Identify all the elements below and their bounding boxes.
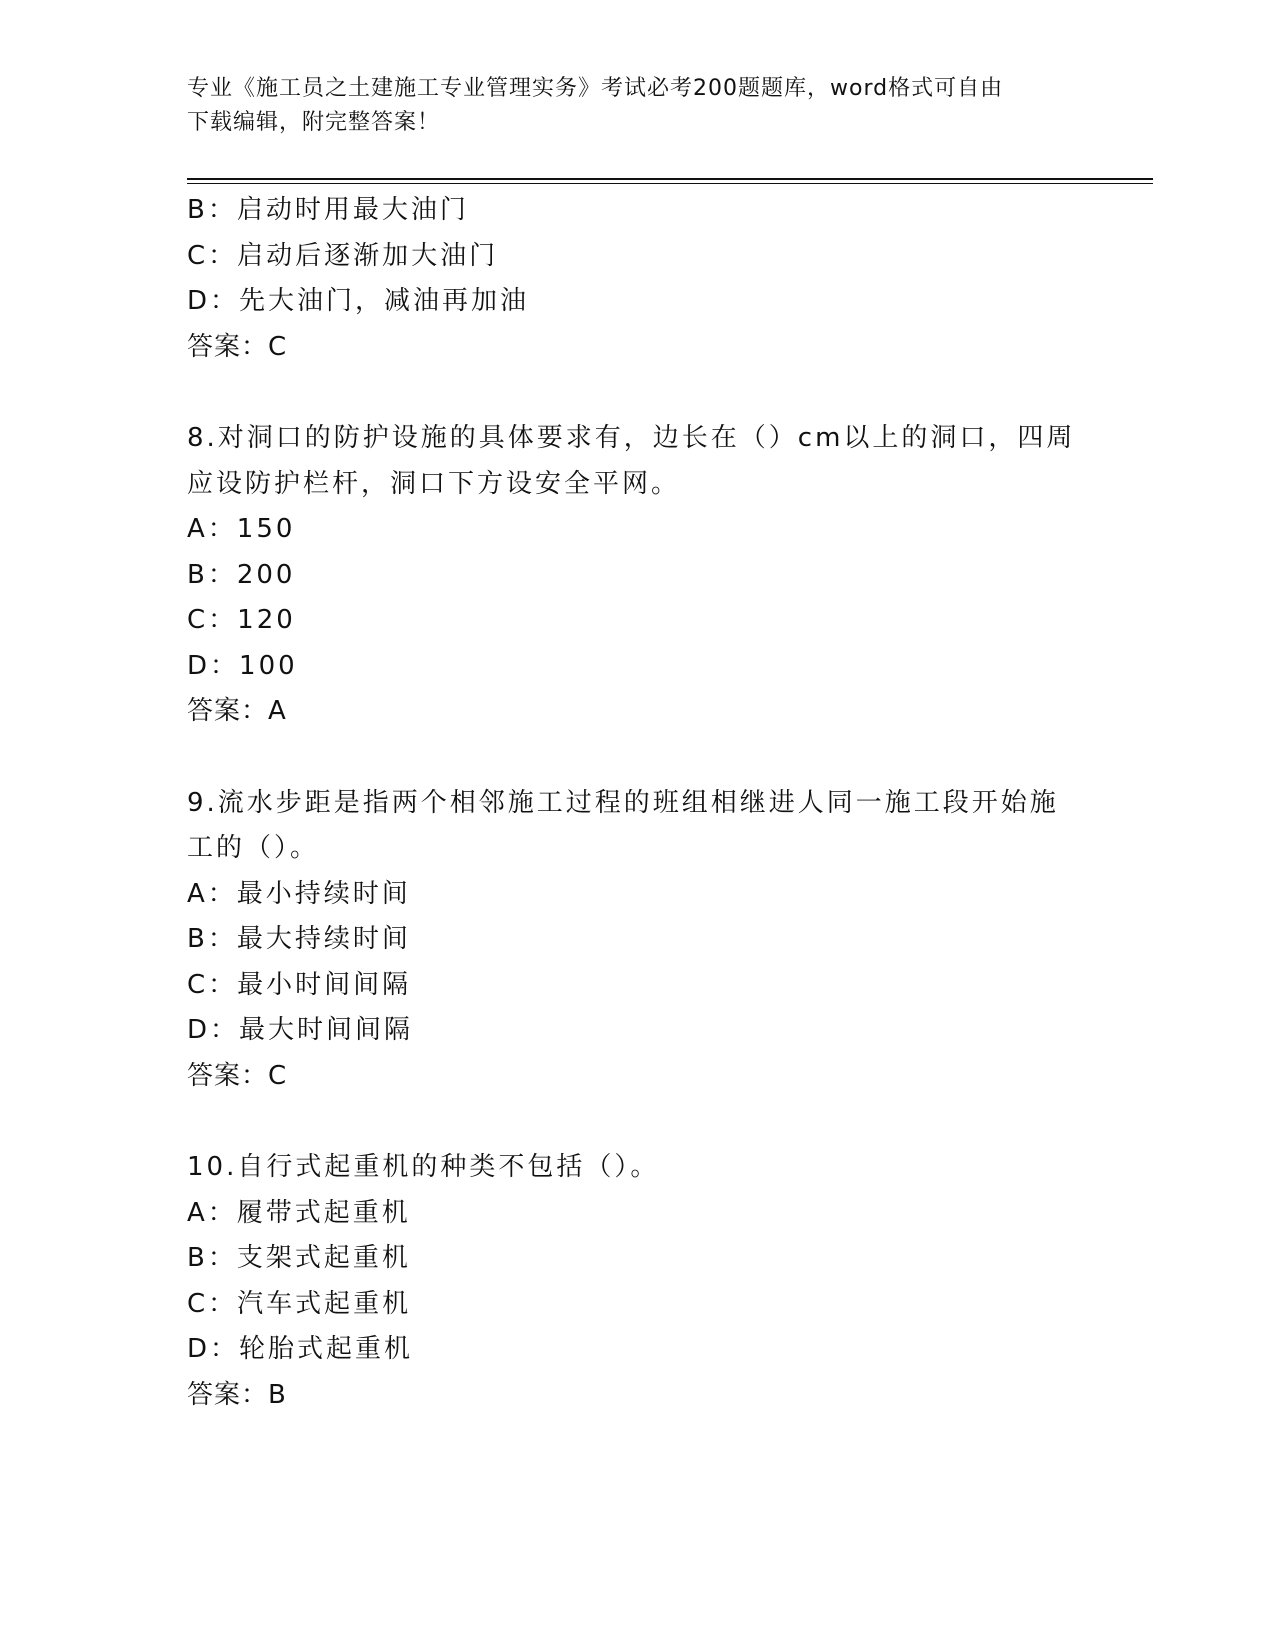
document-header <box>187 72 1067 140</box>
answer: 答案：A <box>187 696 287 726</box>
header-rule-thin <box>187 183 1153 184</box>
option-b: B：启动时用最大油门 <box>187 195 469 225</box>
question-fragment <box>187 188 1067 370</box>
question-text <box>187 416 1076 507</box>
option-c: C：120 <box>187 605 296 635</box>
header-rule-thick <box>187 178 1153 180</box>
option-d: D：100 <box>187 650 298 681</box>
question-text-line: 应设防护栏杆，洞口下方设安全平网。 <box>187 468 681 499</box>
question-text <box>187 1145 1067 1191</box>
option-d: D：最大时间间隔 <box>187 1015 414 1045</box>
question-text-line: 8.对洞口的防护设施的具体要求有，边长在（）cm以上的洞口，四周 <box>187 423 1076 453</box>
answer: 答案：C <box>187 331 288 362</box>
header-line-1: 专业《施工员之土建施工专业管理实务》考试必考200题题库，word格式可自由 <box>187 76 1004 101</box>
option-d: D：先大油门，减油再加油 <box>187 286 530 316</box>
question-text-line: 工的（）。 <box>187 833 320 863</box>
option-b: B：200 <box>187 559 296 590</box>
option-c: C：汽车式起重机 <box>187 1288 412 1319</box>
option-a: A：150 <box>187 514 296 544</box>
option-a: A：履带式起重机 <box>187 1197 411 1228</box>
header-line-2: 下载编辑，附完整答案！ <box>187 110 441 135</box>
option-d: D：轮胎式起重机 <box>187 1334 414 1364</box>
answer: 答案：B <box>187 1379 287 1410</box>
question-10 <box>187 1145 1067 1418</box>
option-a: A：最小持续时间 <box>187 878 411 909</box>
option-c: C：启动后逐渐加大油门 <box>187 240 499 271</box>
question-text-line: 9.流水步距是指两个相邻施工过程的班组相继进人同一施工段开始施 <box>187 787 1059 818</box>
question-text <box>187 781 1067 872</box>
question-8 <box>187 416 1076 735</box>
option-b: B：最大持续时间 <box>187 924 411 954</box>
document-body <box>187 188 1076 1418</box>
option-c: C：最小时间间隔 <box>187 969 412 1000</box>
option-b: B：支架式起重机 <box>187 1243 411 1273</box>
answer: 答案：C <box>187 1060 288 1091</box>
question-text-line: 10.自行式起重机的种类不包括（）。 <box>187 1152 660 1182</box>
question-9 <box>187 781 1067 1100</box>
